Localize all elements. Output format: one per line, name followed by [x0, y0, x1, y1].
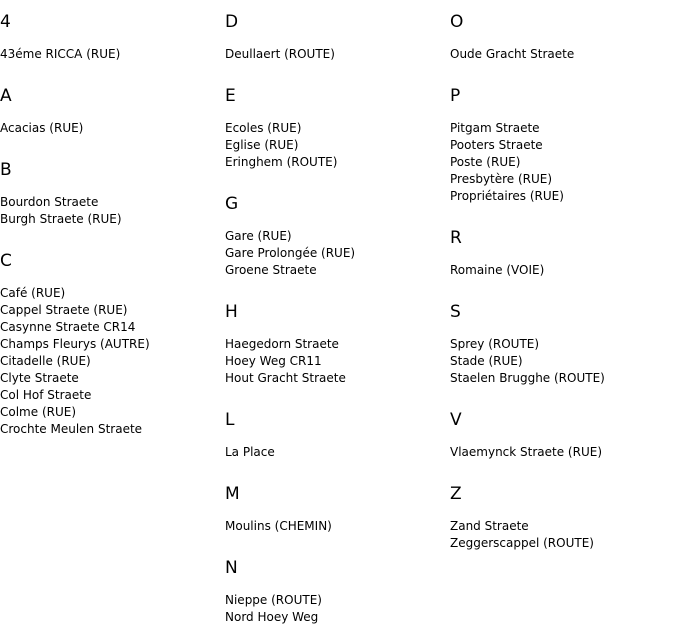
street-list [0, 32, 120, 63]
street-link[interactable]: Staelen Brugghe (ROUTE) [450, 371, 605, 385]
street-link[interactable]: Haegedorn Straete [225, 337, 339, 351]
letter-group-c [0, 251, 150, 438]
street-link[interactable]: Pooters Straete [450, 138, 543, 152]
street-list-item [225, 444, 275, 461]
street-list-item [450, 535, 594, 552]
street-link[interactable]: Zand Straete [450, 519, 529, 533]
letter-heading: V [450, 410, 462, 430]
street-list [225, 106, 337, 171]
street-list-item [0, 336, 150, 353]
street-link[interactable]: Nieppe (ROUTE) [225, 593, 322, 607]
street-link[interactable]: Café (RUE) [0, 286, 66, 300]
street-list-item [0, 387, 150, 404]
street-link[interactable]: Hout Gracht Straete [225, 371, 346, 385]
street-list-item [225, 245, 355, 262]
street-list-item [225, 228, 355, 245]
letter-heading: G [225, 194, 239, 214]
letter-group-e [225, 86, 337, 171]
letter-group-a [0, 86, 83, 137]
street-list [450, 106, 564, 205]
street-list-item [450, 444, 602, 461]
street-link[interactable]: Acacias (RUE) [0, 121, 84, 135]
street-link[interactable]: Zeggerscappel (ROUTE) [450, 536, 594, 550]
street-list-item [450, 370, 605, 387]
street-link[interactable]: La Place [225, 445, 275, 459]
street-list-item [225, 137, 337, 154]
street-link[interactable]: Oude Gracht Straete [450, 47, 575, 61]
street-list-item [450, 262, 544, 279]
street-list [225, 322, 346, 387]
letter-group-g [225, 194, 355, 279]
street-list [450, 430, 602, 461]
letter-heading: 4 [0, 12, 11, 32]
street-link[interactable]: Groene Straete [225, 263, 317, 277]
street-list-item [0, 421, 150, 438]
street-list-item [225, 370, 346, 387]
street-list [0, 271, 150, 438]
street-link[interactable]: Colme (RUE) [0, 405, 77, 419]
street-list-item [0, 120, 83, 137]
street-list [225, 32, 335, 63]
street-list [225, 504, 332, 535]
street-link[interactable]: Vlaemynck Straete (RUE) [450, 445, 602, 459]
street-link[interactable]: Nord Hoey Weg [225, 610, 319, 624]
street-list [225, 430, 275, 461]
street-link[interactable]: Stade (RUE) [450, 354, 523, 368]
street-link[interactable]: Casynne Straete CR14 [0, 320, 136, 334]
street-list-item [225, 336, 346, 353]
street-list-item [450, 188, 564, 205]
street-link[interactable]: Burgh Straete (RUE) [0, 212, 122, 226]
street-link[interactable]: Presbytère (RUE) [450, 172, 553, 186]
street-link[interactable]: Citadelle (RUE) [0, 354, 91, 368]
street-link[interactable]: Moulins (CHEMIN) [225, 519, 332, 533]
street-list [0, 106, 83, 137]
street-link[interactable]: Hoey Weg CR11 [225, 354, 322, 368]
letter-heading: D [225, 12, 239, 32]
street-link[interactable]: Romaine (VOIE) [450, 263, 545, 277]
street-list-item [225, 46, 335, 63]
street-link[interactable]: Gare Prolongée (RUE) [225, 246, 356, 260]
street-list [225, 214, 355, 279]
street-link[interactable]: Ecoles (RUE) [225, 121, 302, 135]
street-list-item [450, 518, 594, 535]
street-list-item [0, 46, 120, 63]
letter-group-h [225, 302, 346, 387]
letter-group-m [225, 484, 332, 535]
letter-group-n [225, 558, 322, 626]
letter-group-b [0, 160, 122, 228]
street-list-item [450, 46, 574, 63]
street-list-item [450, 120, 564, 137]
street-list-item [450, 171, 564, 188]
letter-group-d [225, 12, 335, 63]
street-link[interactable]: Crochte Meulen Straete [0, 422, 143, 436]
street-link[interactable]: Champs Fleurys (AUTRE) [0, 337, 150, 351]
street-list-item [0, 285, 150, 302]
street-list [450, 504, 594, 552]
street-link[interactable]: Bourdon Straete [0, 195, 99, 209]
letter-group-p [450, 86, 564, 205]
street-link[interactable]: Poste (RUE) [450, 155, 521, 169]
street-list-item [0, 353, 150, 370]
street-list-item [225, 262, 355, 279]
street-list-item [0, 211, 122, 228]
letter-group-s [450, 302, 605, 387]
letter-heading: E [225, 86, 236, 106]
letter-heading: A [0, 86, 12, 106]
street-link[interactable]: Sprey (ROUTE) [450, 337, 540, 351]
street-link[interactable]: Eringhem (ROUTE) [225, 155, 338, 169]
street-link[interactable]: Clyte Straete [0, 371, 79, 385]
letter-group-4 [0, 12, 120, 63]
street-link[interactable]: Pitgam Straete [450, 121, 540, 135]
street-link[interactable]: 43éme RICCA (RUE) [0, 47, 121, 61]
street-list-item [225, 154, 337, 171]
street-list [225, 578, 322, 626]
letter-heading: B [0, 160, 12, 180]
letter-heading: M [225, 484, 240, 504]
street-link[interactable]: Gare (RUE) [225, 229, 292, 243]
street-list-item [0, 370, 150, 387]
street-link[interactable]: Cappel Straete (RUE) [0, 303, 128, 317]
street-list [450, 32, 574, 63]
street-list [450, 248, 544, 279]
letter-heading: P [450, 86, 461, 106]
street-list-item [450, 137, 564, 154]
street-list-item [0, 194, 122, 211]
street-list-item [225, 518, 332, 535]
street-link[interactable]: Deullaert (ROUTE) [225, 47, 335, 61]
letter-group-o [450, 12, 574, 63]
street-list-item [0, 404, 150, 421]
street-list-item [225, 592, 322, 609]
letter-heading: L [225, 410, 235, 430]
street-link[interactable]: Col Hof Straete [0, 388, 92, 402]
letter-heading: O [450, 12, 464, 32]
letter-group-r [450, 228, 544, 279]
street-link[interactable]: Eglise (RUE) [225, 138, 299, 152]
letter-heading: R [450, 228, 462, 248]
letter-heading: N [225, 558, 238, 578]
street-list-item [225, 609, 322, 626]
street-list-item [0, 302, 150, 319]
letter-heading: S [450, 302, 461, 322]
street-list-item [225, 120, 337, 137]
street-link[interactable]: Propriétaires (RUE) [450, 189, 564, 203]
letter-group-v [450, 410, 602, 461]
letter-heading: C [0, 251, 12, 271]
letter-heading: Z [450, 484, 462, 504]
street-list [450, 322, 605, 387]
street-list-item [225, 353, 346, 370]
street-list-item [450, 154, 564, 171]
letter-heading: H [225, 302, 238, 322]
letter-group-z [450, 484, 594, 552]
street-list-item [450, 353, 605, 370]
street-list [0, 180, 122, 228]
letter-group-l [225, 410, 275, 461]
street-list-item [450, 336, 605, 353]
street-list-item [0, 319, 150, 336]
